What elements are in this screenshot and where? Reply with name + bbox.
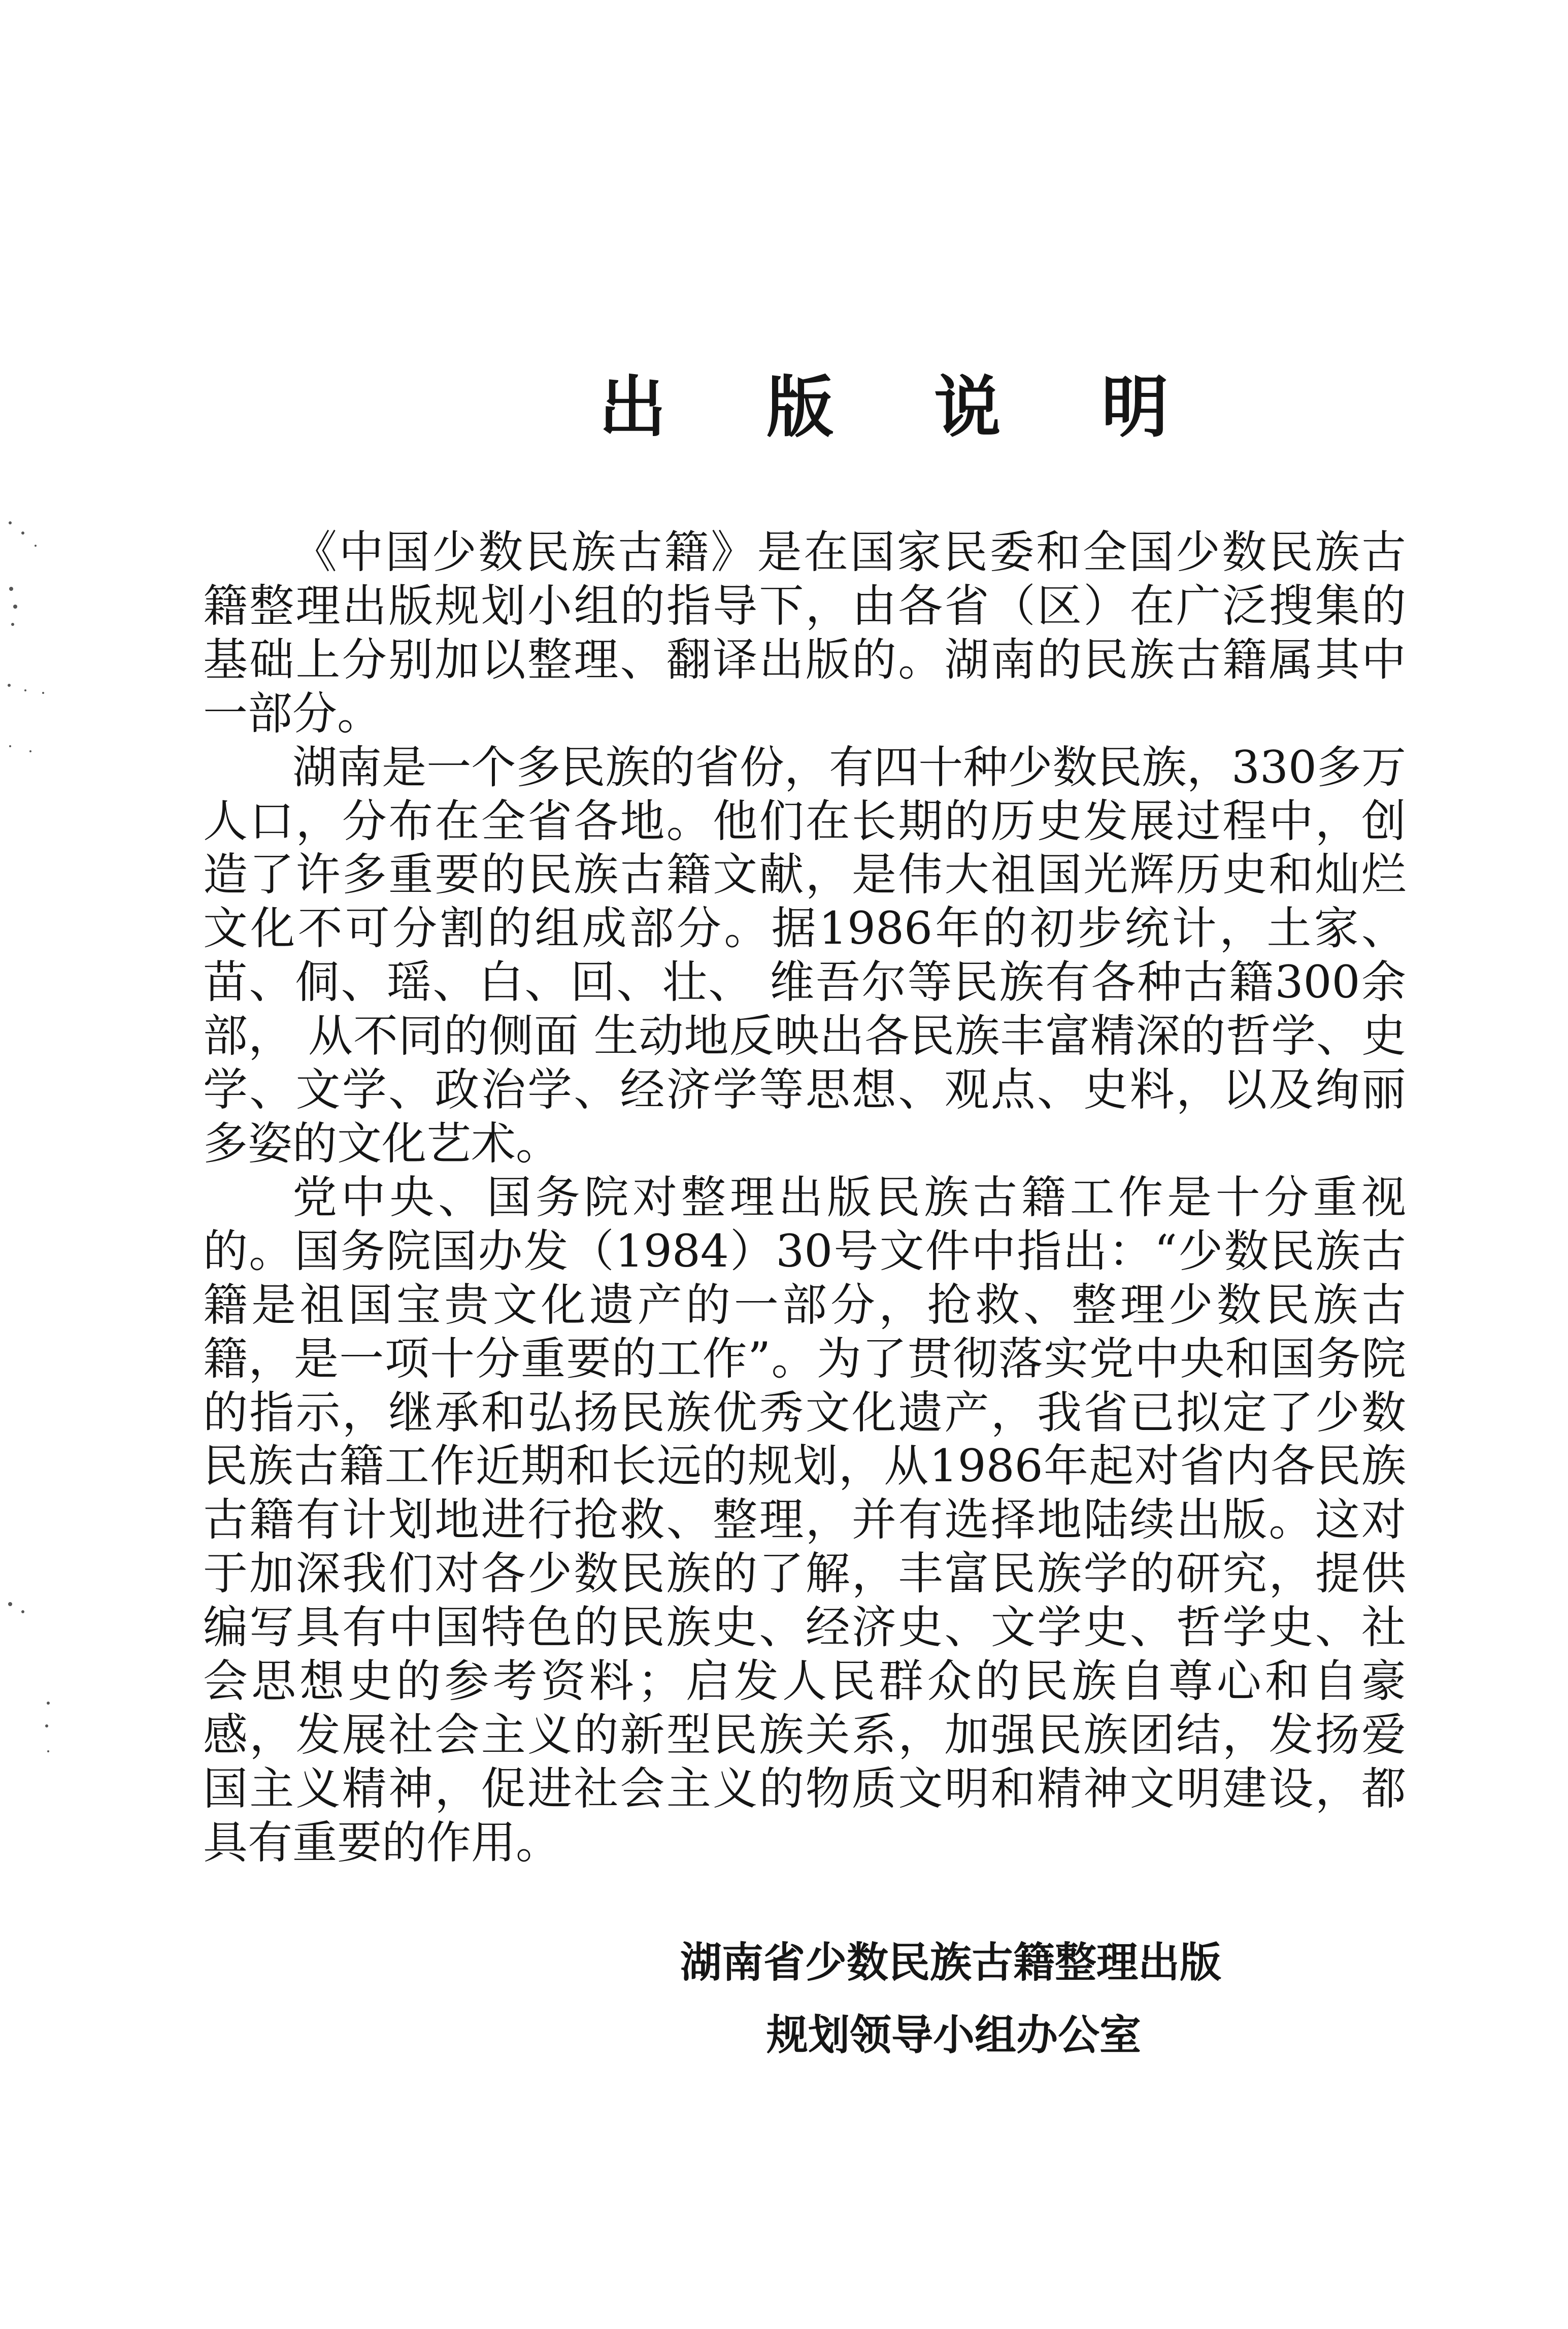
paragraph-hunan: 湖南是一个多民族的省份，有四十种少数民族，330多万 人口，分布在全省各地。他们在长期的历史发展过程中，创造了许多重要的民族古籍文献，是伟大祖国光辉历史和灿烂文化不可分割的组成部分。据1986年的初步统计，土家、苗、侗、瑶、白、回、壮、 维吾尔等民族有各种古籍300余部， 从不同的侧面 生动地反映出各民族丰富精深的哲学、史学、文学、政治学、经济学等思想、观点、史料，以及绚丽多姿的文化艺术。 xyxy=(203,741,1406,1170)
page-title: 出 版 说 明 xyxy=(599,369,1207,447)
signature-line-1: 湖南省少数民族古籍整理出版 xyxy=(680,1939,1222,1987)
body-text xyxy=(203,525,1406,1870)
paragraph-intro: 《中国少数民族古籍》是在国家民委和全国少数民族古籍整理出版规划小组的指导下，由各省（区）在广泛搜集的基础上分别加以整理、翻译出版的。湖南的民族古籍属其中一部分。 xyxy=(203,526,1406,740)
paragraph-policy: 党中央、国务院对整理出版民族古籍工作是十分重视的。国务院国办发（1984）30号文件中指出：“少数民族古籍是祖国宝贵文化遗产的一部分，抢救、整理少数民族古籍，是一项十分重要的工作”。为了贯彻落实党中央和国务院的指示，继承和弘扬民族优秀文化遗产，我省已拟定了少数民族古籍工作近期和长远的规划，从1986年起对省内各民族古籍有计划地进行抢救、整理，并有选择地陆续出版。这对于加深我们对各少数民族的了解，丰富民族学的研究，提供编写具有中国特色的民族史、经济史、文学史、哲学史、社会思想史的参考资料；启发人民群众的民族自尊心和自豪感，发展社会主义的新型民族关系，加强民族团结，发扬爱国主义精神，促进社会主义的物质文明和精神文明建设，都具有重要的作用。 xyxy=(203,1171,1406,1869)
scan-specks xyxy=(0,0,102,2329)
signature-line-2: 规划领导小组办公室 xyxy=(766,2011,1142,2059)
